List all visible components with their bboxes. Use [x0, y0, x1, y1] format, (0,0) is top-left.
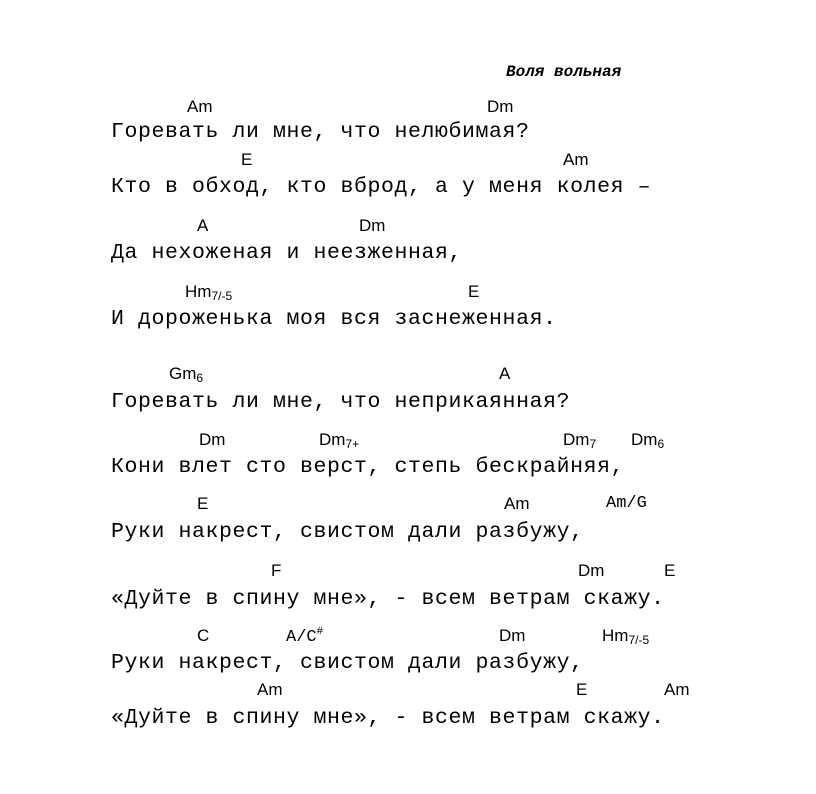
chord-subscript: 7/-5	[211, 289, 233, 303]
chord: Dm	[487, 97, 514, 116]
chord	[563, 430, 596, 451]
chord-subscript: 7	[589, 437, 597, 451]
chord: E	[197, 494, 209, 513]
chord: Dm	[578, 561, 605, 580]
lyric-line: «Дуйте в спину мне», - всем ветрам скажу.	[111, 587, 665, 611]
chord-root: Dm	[631, 430, 658, 449]
lyric-line: Кто в обход, кто вброд, а у меня колея –	[111, 175, 652, 199]
chord: Dm	[199, 430, 226, 449]
chord	[631, 430, 664, 451]
chord: Dm	[359, 216, 386, 235]
chord: Am	[187, 97, 213, 116]
chord: Am/G	[606, 494, 647, 513]
lyric-line: Горевать ли мне, что неприкаянная?	[111, 390, 571, 414]
chord: Dm	[499, 626, 526, 645]
chord: Am	[664, 680, 690, 699]
chord-root: Gm	[169, 364, 197, 383]
chord: C	[197, 626, 210, 645]
chord: E	[241, 150, 253, 169]
lyric-line: Кони влет сто верст, степь бескрайняя,	[111, 455, 625, 479]
chord: E	[468, 282, 480, 301]
chord: E	[576, 680, 588, 699]
chord-subscript: 7+	[345, 437, 360, 451]
chord-superscript: #	[316, 626, 324, 638]
chord-root: A/C	[286, 628, 317, 647]
chord-root: Hm	[185, 282, 212, 301]
lyric-line: «Дуйте в спину мне», - всем ветрам скажу.	[111, 706, 665, 730]
chord-subscript: 6	[196, 371, 204, 385]
chord: Am	[504, 494, 530, 513]
chord	[602, 626, 649, 647]
chord: Am	[257, 680, 283, 699]
chord: F	[271, 561, 282, 580]
chord: Am	[563, 150, 589, 169]
chord-subscript: 6	[657, 437, 665, 451]
lyric-line: Да нехоженая и неезженная,	[111, 241, 463, 265]
lyric-line: Горевать ли мне, что нелюбимая?	[111, 120, 530, 144]
lyric-line: Руки накрест, свистом дали разбужу,	[111, 520, 584, 544]
chord: E	[664, 561, 676, 580]
chord: A	[499, 364, 511, 383]
chord	[286, 626, 323, 647]
chord-subscript: 7/-5	[628, 633, 650, 647]
chord-root: Dm	[563, 430, 590, 449]
chord-root: Hm	[602, 626, 629, 645]
chord	[319, 430, 359, 451]
chord-root: Dm	[319, 430, 346, 449]
song-title: Воля вольная	[506, 63, 622, 81]
chord	[169, 364, 203, 385]
lyric-line: И дороженька моя вся заснеженная.	[111, 307, 557, 331]
lyric-line: Руки накрест, свистом дали разбужу,	[111, 651, 584, 675]
chord	[185, 282, 232, 303]
chord: A	[197, 216, 209, 235]
